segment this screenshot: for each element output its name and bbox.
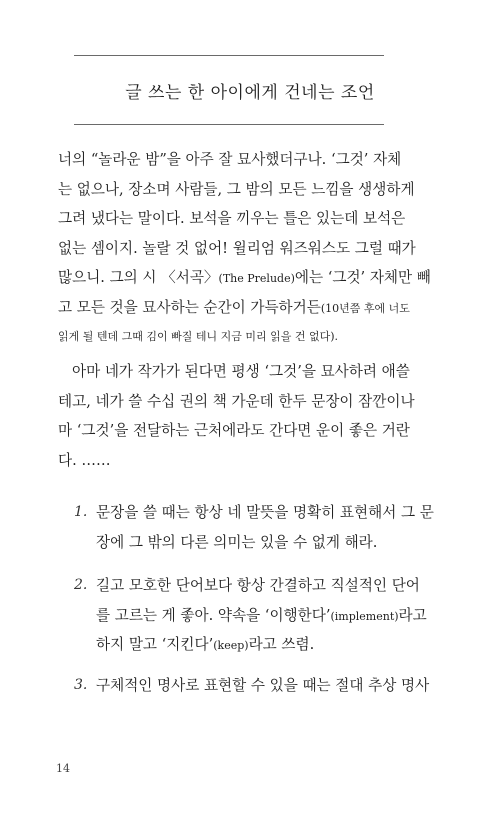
paragraph-line: 아마 네가 작가가 된다면 평생 ‘그것’을 묘사하려 애쓸	[72, 363, 410, 380]
paragraph-line: 다. ……	[58, 451, 111, 469]
list-number: 1.	[74, 504, 88, 520]
line-text: 라고	[398, 606, 427, 624]
page-number: 14	[56, 762, 70, 775]
list-line: 장에 그 밖의 다른 의미는 있을 수 없게 해라.	[96, 533, 378, 551]
english-word-annotation: (implement)	[330, 609, 399, 623]
paragraph-1	[58, 145, 431, 352]
paragraph-line-small: 읽게 될 텐데 그때 김이 빠질 테니 지금 미리 읽을 건 없다).	[58, 330, 339, 343]
line-text: 라고 쓰렴.	[248, 636, 315, 653]
paragraph-line: 마 ‘그것’을 전달하는 근처에라도 간다면 운이 좋은 거란	[58, 422, 410, 439]
paragraph-line: 없는 셈이지. 놀랄 것 없어! 윌리엄 워즈워스도 그럴 때가	[58, 239, 416, 257]
list-line	[96, 601, 427, 631]
line-text: 에는 ‘그것’ 자체만 빼	[294, 269, 431, 286]
paragraph-line	[58, 263, 431, 293]
top-divider	[74, 55, 384, 56]
paragraph-2	[58, 357, 414, 475]
chapter-heading: 글 쓰는 한 아이에게 건네는 조언	[125, 83, 375, 103]
line-text: 고 모든 것을 묘사하는 순간이 가득하거든	[58, 298, 321, 316]
line-text: 많으니. 그의 시 〈서곡〉	[58, 269, 219, 286]
paragraph-line: 그려 냈다는 말이다. 보석을 끼우는 틀은 있는데 보석은	[58, 210, 406, 227]
list-line: 구체적인 명사로 표현할 수 있을 때는 절대 추상 명사	[96, 677, 430, 694]
aside-annotation: (10년쯤 후에 너도	[320, 301, 410, 315]
list-line: 문장을 쓸 때는 항상 네 말뜻을 명확히 표현해서 그 문	[96, 504, 434, 521]
paragraph-line: 는 없으나, 장소며 사람들, 그 밤의 모든 느낌을 생생하게	[58, 180, 415, 198]
line-text: 하지 말고 ‘지킨다’	[96, 636, 214, 653]
list-line	[96, 630, 421, 660]
bottom-divider	[74, 124, 384, 125]
paragraph-line: 테고, 네가 쓸 수십 권의 책 가운데 한두 문장이 잠깐이나	[58, 392, 415, 410]
paragraph-line: 너의 “놀라운 밤”을 아주 잘 묘사했더구나. ‘그것’ 자체	[58, 151, 402, 168]
list-item-text	[96, 498, 434, 557]
list-item-text	[96, 571, 427, 660]
list-number: 3.	[74, 677, 88, 693]
list-number: 2.	[74, 577, 88, 593]
english-word-annotation: (keep)	[213, 639, 249, 652]
list-item-text	[96, 671, 430, 701]
paragraph-line	[58, 293, 414, 323]
english-title-annotation: (The Prelude)	[218, 272, 295, 285]
list-line: 길고 모호한 단어보다 항상 간결하고 직설적인 단어	[96, 577, 420, 594]
line-text: 를 고르는 게 좋아. 약속을 ‘이행한다’	[96, 606, 331, 624]
